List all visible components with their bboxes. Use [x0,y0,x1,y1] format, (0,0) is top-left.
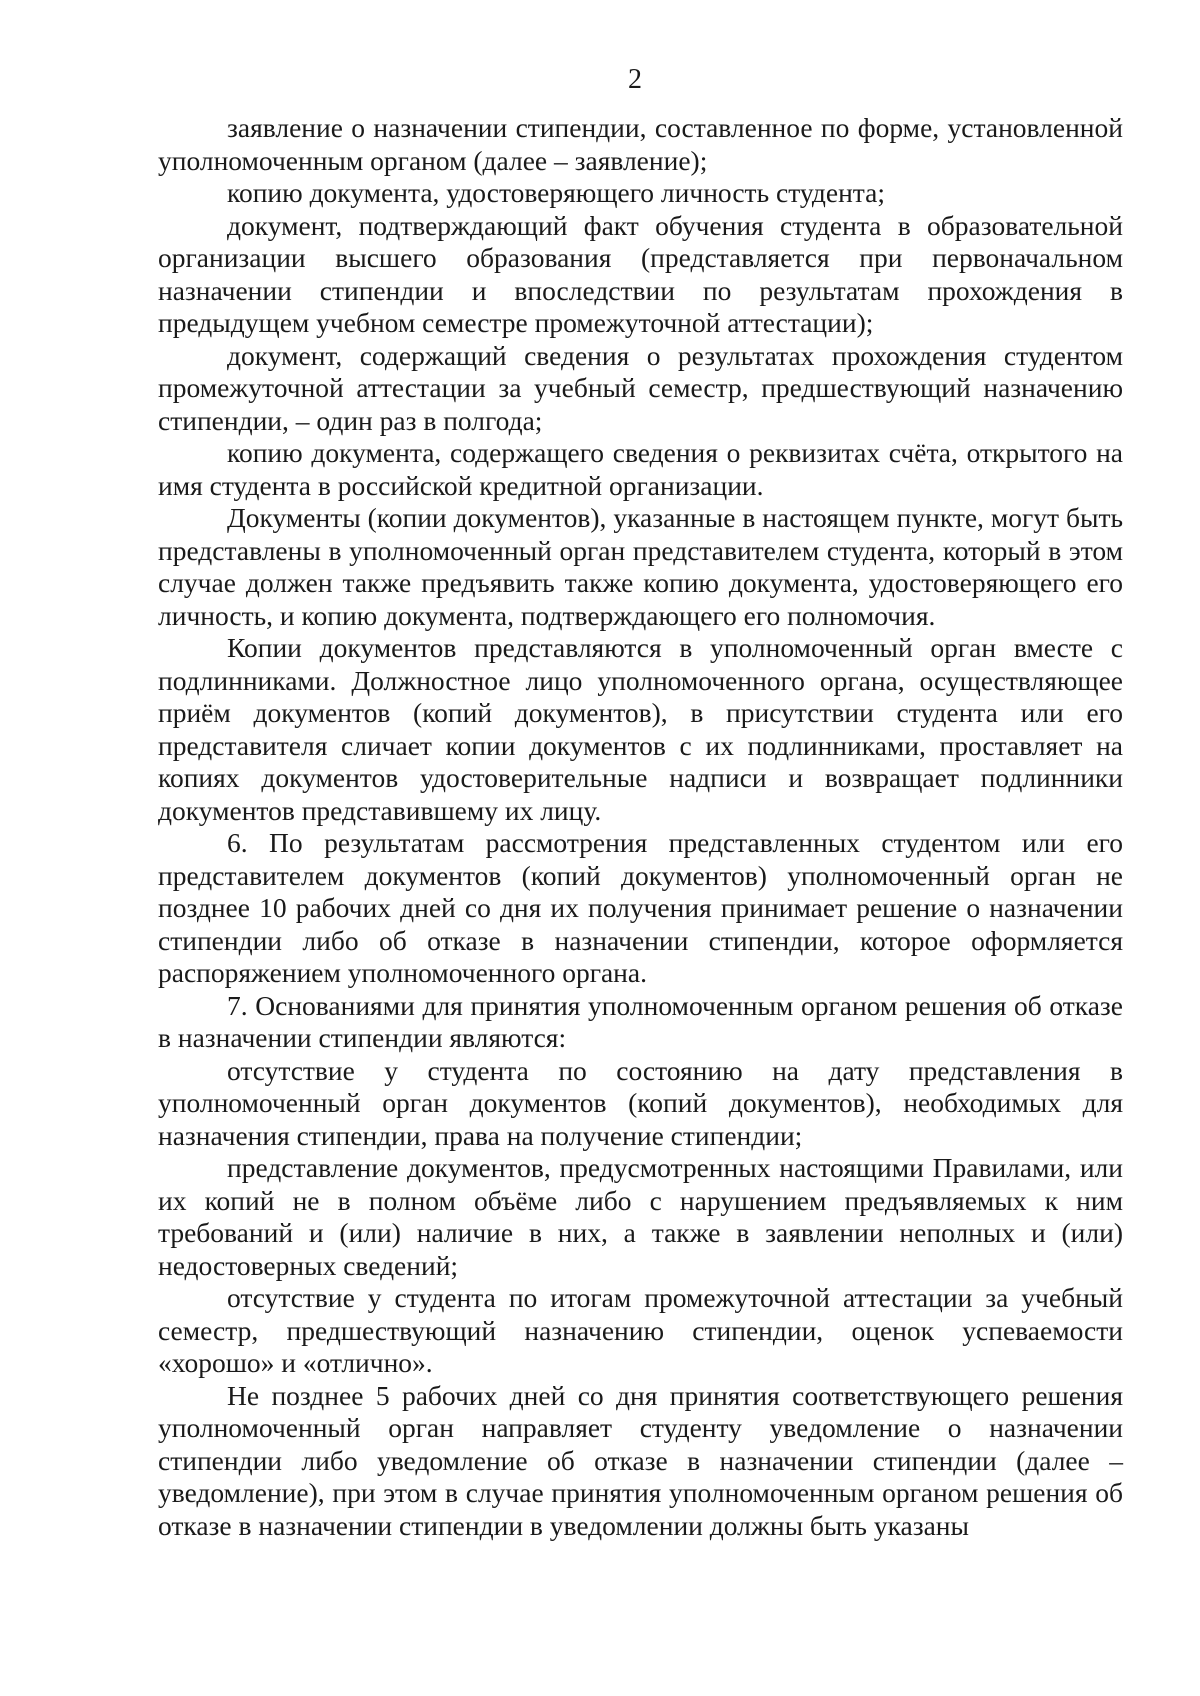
paragraph-representative: Документы (копии документов), указанные в настоящем пункте, могут быть представлены в уполномоченный орган представителем студента, который в этом случае должен также предъявить также копию документа, удостоверяющего его личность, и копию документа, подтверждающего его полномочия. [158,502,1123,631]
paragraph-application: заявление о назначении стипендии, составленное по форме, установленной уполномоченным органом (далее – заявление); [158,112,1123,176]
page-number: 2 [628,64,642,95]
paragraph-attestation-results: документ, содержащий сведения о результатах прохождения студентом промежуточной аттестации за учебный семестр, предшествующий назначению стипендии, – один раз в полгода; [158,339,1123,436]
paragraph-refusal-ground-2: представление документов, предусмотренных настоящими Правилами, или их копий не в полном объёме либо с нарушением предъявляемых к ним требований и (или) наличие в них, а также в заявлении неполных и (или) недостоверных сведений; [158,1152,1123,1281]
paragraph-refusal-ground-1: отсутствие у студента по состоянию на дату представления в уполномоченный орган документов (копий документов), необходимых для назначения стипендии, права на получение стипендии; [158,1054,1123,1151]
paragraph-copies-originals: Копии документов представляются в уполномоченный орган вместе с подлинниками. Должностное лицо уполномоченного органа, осуществляющее приём документов (копий документов), в присутствии студента или его представителя сличает копии документов с их подлинниками, проставляет на копиях документов удостоверительные надписи и возвращает подлинники документов представившему их лицу. [158,632,1123,826]
paragraph-account-details: копию документа, содержащего сведения о реквизитах счёта, открытого на имя студента в российской кредитной организации. [158,437,1123,501]
paragraph-study-proof: документ, подтверждающий факт обучения студента в образовательной организации высшего образования (представляется при первоначальном назначении стипендии и впоследствии по результатам прохождения в предыдущем учебном семестре промежуточной аттестации); [158,209,1123,338]
paragraph-identity-copy: копию документа, удостоверяющего личность студента; [227,177,885,208]
paragraph-item-6: 6. По результатам рассмотрения представленных студентом или его представителем документов (копий документов) уполномоченный орган не позднее 10 рабочих дней со дня их получения принимает решение о назначении стипендии либо об отказе в назначении стипендии, которое оформляется распоряжением уполномоченного органа. [158,827,1123,988]
paragraph-notification: Не позднее 5 рабочих дней со дня принятия соответствующего решения уполномоченный орган направляет студенту уведомление о назначении стипендии либо уведомление об отказе в назначении стипендии (далее – уведомление), при этом в случае принятия уполномоченным органом решения об отказе в назначении стипендии в уведомлении должны быть указаны [158,1379,1123,1541]
paragraph-item-7: 7. Основаниями для принятия уполномоченным органом решения об отказе в назначении стипендии являются: [158,989,1123,1053]
paragraph-refusal-ground-3: отсутствие у студента по итогам промежуточной аттестации за учебный семестр, предшествующий назначению стипендии, оценок успеваемости «хорошо» и «отлично». [158,1282,1123,1378]
document-body [158,112,1123,1542]
